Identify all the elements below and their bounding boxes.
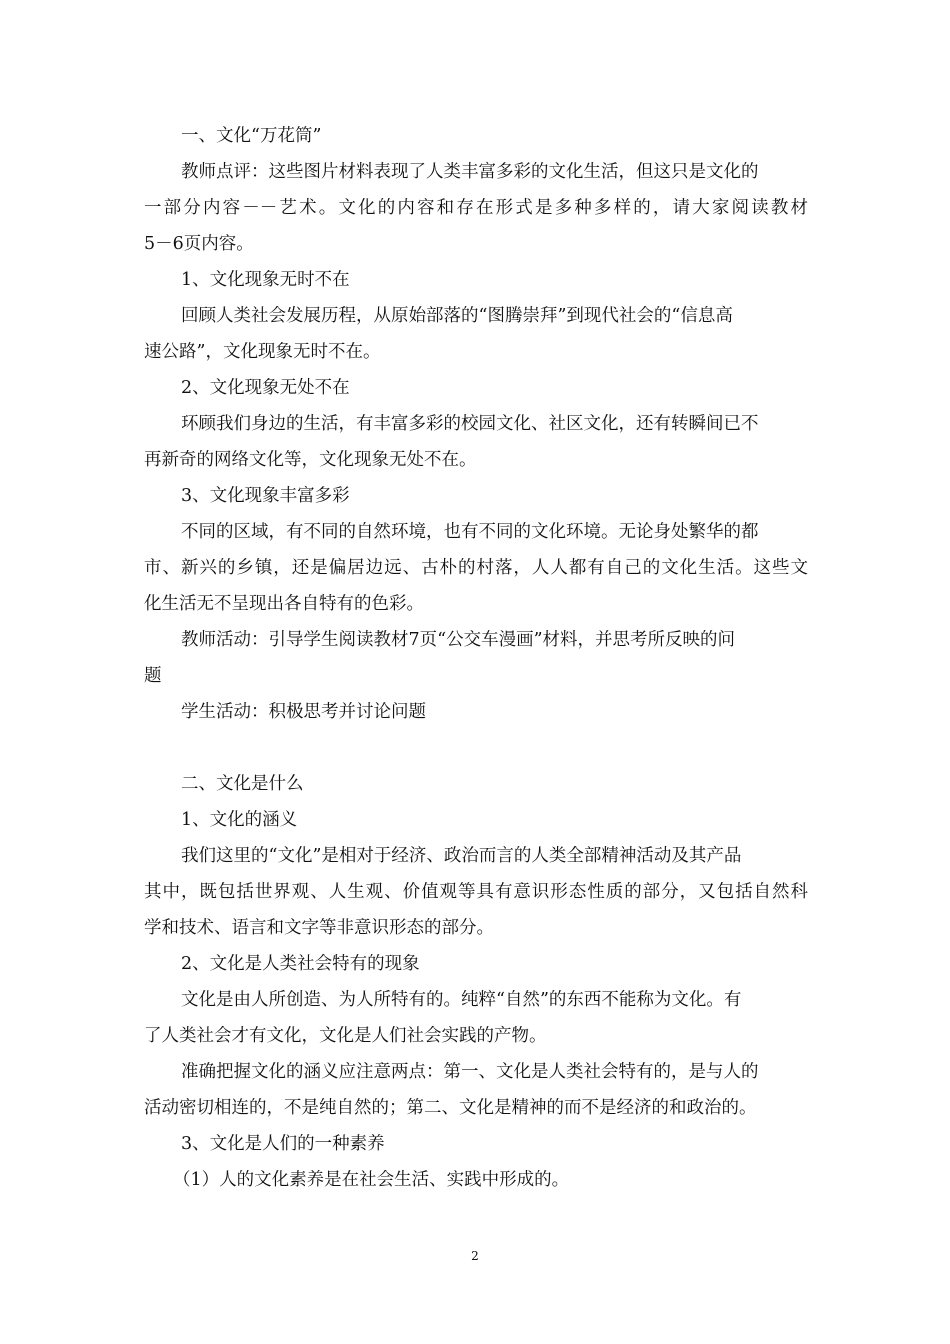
- subsection-heading: 2、文化是人类社会特有的现象: [181, 954, 420, 974]
- paragraph-line: 再新奇的网络文化等，文化现象无处不在。: [144, 450, 477, 470]
- page-number: 2: [471, 1249, 479, 1263]
- paragraph-line: 化生活无不呈现出各自特有的色彩。: [144, 594, 424, 614]
- paragraph-line: 准确把握文化的涵义应注意两点：第一、文化是人类社会特有的，是与人的: [181, 1062, 759, 1082]
- paragraph-line: 我们这里的“文化”是相对于经济、政治而言的人类全部精神活动及其产品: [181, 846, 742, 866]
- subsection-heading: 3、文化现象丰富多彩: [181, 486, 350, 506]
- subsection-heading: 3、文化是人们的一种素养: [181, 1134, 385, 1154]
- paragraph-line: 题: [144, 666, 162, 686]
- section-heading: 二、文化是什么: [181, 774, 304, 794]
- paragraph-line: 学和技术、语言和文字等非意识形态的部分。: [144, 918, 494, 938]
- subsection-heading: 1、文化现象无时不在: [181, 270, 350, 290]
- paragraph-line: 环顾我们身边的生活，有丰富多彩的校园文化、社区文化，还有转瞬间已不: [181, 414, 759, 434]
- paragraph-line: 5－6页内容。: [144, 234, 254, 254]
- subsection-heading: 2、文化现象无处不在: [181, 378, 350, 398]
- paragraph-line: （1）人的文化素养是在社会生活、实践中形成的。: [173, 1170, 570, 1190]
- paragraph-line: 不同的区域，有不同的自然环境，也有不同的文化环境。无论身处繁华的都: [181, 522, 759, 542]
- paragraph-line: 一部分内容－－艺术。文化的内容和存在形式是多种多样的，请大家阅读教材: [144, 198, 808, 218]
- paragraph-line: 了人类社会才有文化，文化是人们社会实践的产物。: [144, 1026, 547, 1046]
- paragraph-line: 市、新兴的乡镇，还是偏居边远、古朴的村落，人人都有自己的文化生活。这些文: [144, 558, 808, 578]
- paragraph-line: 文化是由人所创造、为人所特有的。纯粹“自然”的东西不能称为文化。有: [181, 990, 742, 1010]
- paragraph-line: 其中，既包括世界观、人生观、价值观等具有意识形态性质的部分，又包括自然科: [144, 882, 808, 902]
- paragraph-line: 速公路”，文化现象无时不在。: [144, 342, 381, 362]
- paragraph-line: 教师点评：这些图片材料表现了人类丰富多彩的文化生活，但这只是文化的: [181, 162, 759, 182]
- paragraph-line: 教师活动：引导学生阅读教材7页“公交车漫画”材料，并思考所反映的问: [181, 630, 736, 650]
- paragraph-line: 回顾人类社会发展历程，从原始部落的“图腾崇拜”到现代社会的“信息高: [181, 306, 733, 326]
- paragraph-line: 学生活动：积极思考并讨论问题: [181, 702, 426, 722]
- subsection-heading: 1、文化的涵义: [181, 810, 298, 830]
- section-heading: 一、文化“万花筒”: [181, 126, 322, 146]
- paragraph-line: 活动密切相连的，不是纯自然的；第二、文化是精神的而不是经济的和政治的。: [144, 1098, 757, 1118]
